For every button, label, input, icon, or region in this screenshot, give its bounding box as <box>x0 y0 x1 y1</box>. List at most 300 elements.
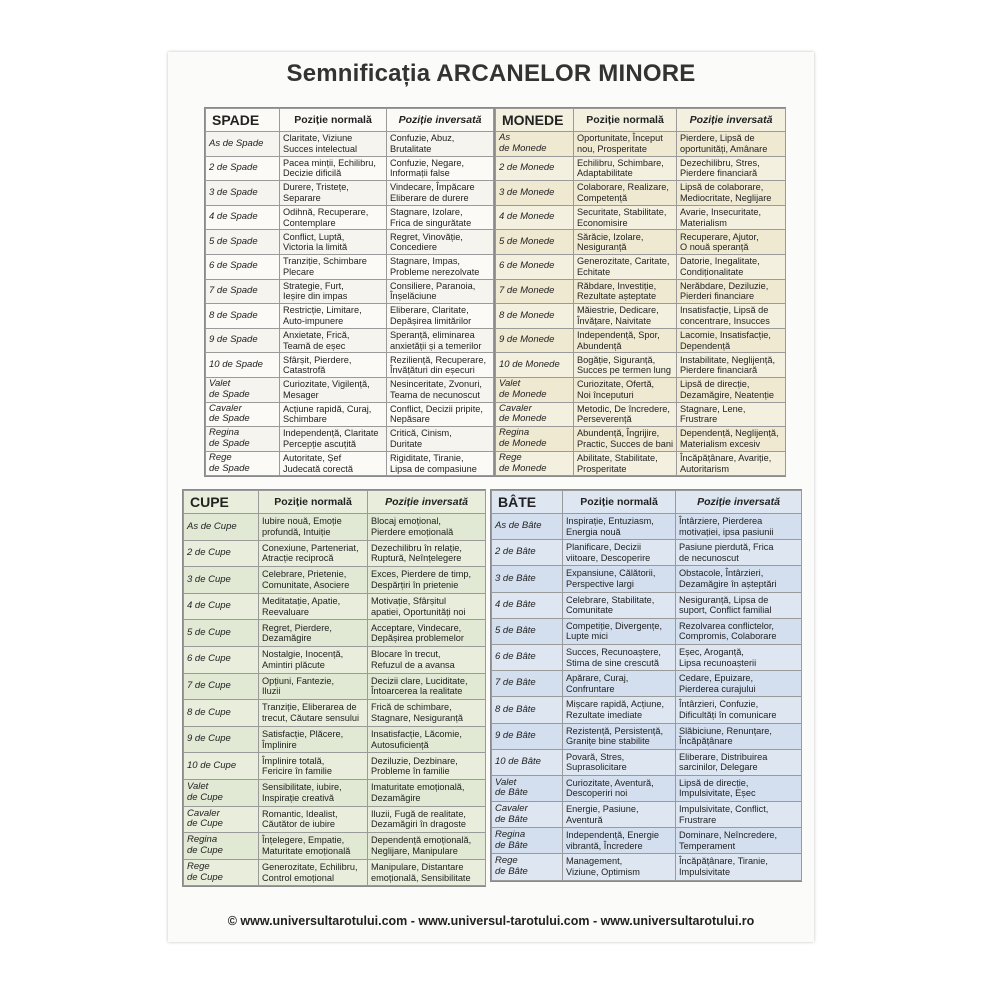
card-name <box>206 254 280 279</box>
cell-line: Expansiune, Călătorii, <box>566 568 656 579</box>
cell-line: Înțelegere, Empatie, <box>262 835 345 846</box>
meaning-normal <box>574 451 677 476</box>
suit-name: BÂTE <box>492 491 563 514</box>
cell-line: Auto-impunere <box>283 315 344 326</box>
suit-name: MONEDE <box>496 109 574 132</box>
cell-line: Confuzie, Abuz, <box>390 133 455 144</box>
cell-line: Restricție, Limitare, <box>283 305 362 316</box>
meaning-reversed <box>677 402 786 427</box>
cell-line: oportunități, Amânare <box>680 143 768 154</box>
cell-line: Opțiuni, Fantezie, <box>262 675 335 686</box>
table-row <box>184 726 486 753</box>
meaning-normal <box>563 540 676 566</box>
meaning-reversed <box>368 567 486 594</box>
meaning-normal <box>259 514 368 541</box>
cell-line: Dezechilibru în relație, <box>371 542 462 553</box>
cell-line: Regret, Pierdere, <box>262 622 332 633</box>
cell-line: Iubire nouă, Emoție <box>262 516 342 527</box>
cell-line: 9 de Monede <box>499 334 555 346</box>
column-header-reversed: Poziție inversată <box>677 109 786 132</box>
meaning-normal <box>259 593 368 620</box>
cell-line: Critică, Cinism, <box>390 428 452 439</box>
cell-line: Conflict, Decizii pripite, <box>390 403 483 414</box>
card-name <box>206 353 280 378</box>
cell-line: Lipsă de colaborare, <box>680 182 764 193</box>
meaning-normal <box>563 802 676 828</box>
meaning-normal <box>574 156 677 181</box>
card-name <box>496 402 574 427</box>
meaning-reversed <box>677 205 786 230</box>
table-row <box>206 132 494 157</box>
cell-line: Energia nouă <box>566 526 621 537</box>
cell-line: Control emoțional <box>262 872 335 883</box>
cell-line: Impulsivitate, Eșec <box>679 788 756 799</box>
table-row <box>496 402 786 427</box>
table-row <box>184 779 486 806</box>
cell-line: Amintiri plăcute <box>262 659 325 670</box>
cell-line: Adaptabilitate <box>577 168 633 179</box>
meaning-reversed <box>368 726 486 753</box>
meaning-reversed <box>677 451 786 476</box>
cell-line: Dificultăți în comunicare <box>679 709 777 720</box>
meaning-normal <box>574 132 677 157</box>
meaning-normal <box>563 618 676 644</box>
cell-line: de Bâte <box>495 787 528 799</box>
cell-line: Pacea minții, Echilibru, <box>283 157 376 168</box>
cell-line: 6 de Monede <box>499 260 555 272</box>
table-row <box>206 156 494 181</box>
card-name <box>492 514 563 540</box>
cell-line: Frica de singurătate <box>390 217 472 228</box>
meaning-normal <box>574 254 677 279</box>
meaning-reversed <box>677 377 786 402</box>
meaning-normal <box>259 859 368 886</box>
meaning-reversed <box>368 673 486 700</box>
meaning-normal <box>259 540 368 567</box>
cell-line: Materialism excesiv <box>680 438 761 449</box>
cell-line: Oportunitate, Început <box>577 133 663 144</box>
cell-line: Apărare, Curaj, <box>566 673 629 684</box>
cell-line: Stima de sine crescută <box>566 657 659 668</box>
meaning-normal <box>259 833 368 860</box>
cell-line: Frustrare <box>679 814 717 825</box>
table-row <box>492 828 802 854</box>
cell-line: Perspective largi <box>566 578 634 589</box>
cell-line: 9 de Bâte <box>495 729 536 741</box>
meaning-reversed <box>387 353 494 378</box>
cell-line: Odihnă, Recuperare, <box>283 206 369 217</box>
cell-line: Descoperiri noi <box>566 788 628 799</box>
meaning-reversed <box>387 181 494 206</box>
table-row <box>496 353 786 378</box>
table-row <box>206 353 494 378</box>
cell-line: Învățare, Naivitate <box>577 315 652 326</box>
cell-line: Lipsa recunoașterii <box>679 657 757 668</box>
cell-line: 3 de Spade <box>209 186 258 198</box>
column-header-reversed: Poziție inversată <box>387 109 494 132</box>
cell-line: Acțiune rapidă, Curaj, <box>283 403 372 414</box>
meaning-reversed <box>676 828 802 854</box>
cell-line: Învățături din eșecuri <box>390 365 475 376</box>
cell-line: 10 de Monede <box>499 358 560 370</box>
card-name <box>206 279 280 304</box>
cell-line: O nouă speranță <box>680 242 749 253</box>
cell-line: Sfârșit, Pierdere, <box>283 354 352 365</box>
cell-line: Vindecare, Împăcare <box>390 182 475 193</box>
card-name <box>184 593 259 620</box>
cell-line: Dezamăgiri în dragoste <box>371 819 466 830</box>
cell-line: Suprasolicitare <box>566 762 627 773</box>
meaning-normal <box>280 156 387 181</box>
cell-line: de Bâte <box>495 813 528 825</box>
cell-line: Informații false <box>390 168 450 179</box>
card-name <box>496 451 574 476</box>
cell-line: Stagnare, Nesiguranță <box>371 712 463 723</box>
cell-line: suport, Conflict familial <box>679 605 772 616</box>
cell-line: 4 de Cupe <box>187 600 231 612</box>
cell-line: sarcinilor, Delegare <box>679 762 758 773</box>
cell-line: Catastrofă <box>283 365 326 376</box>
meaning-normal <box>574 353 677 378</box>
table-row <box>184 567 486 594</box>
tarot-card-sheet <box>168 52 814 942</box>
meaning-normal <box>563 566 676 592</box>
cell-line: Eliberare, Distribuirea <box>679 751 768 762</box>
card-name <box>184 540 259 567</box>
cell-line: Blocaj emoțional, <box>371 516 441 527</box>
cell-line: Succes intelectual <box>283 143 358 154</box>
table-row <box>496 328 786 353</box>
cell-line: Avarie, Insecuritate, <box>680 206 762 217</box>
cell-line: de necunoscut <box>679 552 739 563</box>
cell-line: Confuzie, Negare, <box>390 157 465 168</box>
cell-line: Aventură <box>566 814 603 825</box>
suit-table-spade <box>204 107 494 477</box>
cell-line: Competență <box>577 192 628 203</box>
table-row <box>492 540 802 566</box>
cell-line: Nerăbdare, Deziluzie, <box>680 280 769 291</box>
meaning-reversed <box>677 353 786 378</box>
card-name <box>492 671 563 697</box>
cell-line: Inspirație, Entuziasm, <box>566 516 654 526</box>
cell-line: Succes pe termen lung <box>577 365 671 376</box>
meaning-reversed <box>387 304 494 329</box>
table-row <box>184 806 486 833</box>
cell-line: Durere, Tristețe, <box>283 182 349 193</box>
cell-line: Comunitate, Asociere <box>262 579 350 590</box>
meaning-normal <box>574 279 677 304</box>
cell-line: motivației, ipsa pasiunii <box>679 526 774 537</box>
card-name <box>206 132 280 157</box>
cell-line: Probleme nerezolvate <box>390 266 480 277</box>
cell-line: Strategie, Furt, <box>283 280 344 291</box>
cell-line: Pierdere, Lipsă de <box>680 133 755 144</box>
cell-line: Rigiditate, Tiranie, <box>390 452 464 463</box>
card-name <box>496 328 574 353</box>
table-row <box>496 279 786 304</box>
cell-line: Consiliere, Paranoia, <box>390 280 476 291</box>
cell-line: 4 de Bâte <box>495 598 536 610</box>
table-row <box>492 854 802 880</box>
card-name <box>492 592 563 618</box>
cell-line: Eliberare de durere <box>390 192 469 203</box>
cell-line: 4 de Monede <box>499 211 555 223</box>
cell-line: de Monede <box>499 413 547 425</box>
table-row <box>184 833 486 860</box>
cell-line: de Spade <box>209 413 250 425</box>
table-row <box>496 230 786 255</box>
cell-line: Granițe bine stabilite <box>566 736 650 747</box>
cell-line: de Monede <box>499 437 547 449</box>
cell-line: Management, <box>566 856 623 867</box>
meaning-normal <box>259 700 368 727</box>
meaning-reversed <box>387 427 494 452</box>
cell-line: Decizie dificilă <box>283 168 342 179</box>
cell-line: As de Cupe <box>187 520 237 532</box>
cell-line: Condiționalitate <box>680 266 744 277</box>
column-header-normal: Poziție normală <box>259 491 368 514</box>
card-name <box>496 230 574 255</box>
cell-line: Probleme în familie <box>371 766 450 777</box>
cell-line: Competiție, Divergențe, <box>566 620 663 631</box>
cell-line: Prosperitate <box>577 463 627 474</box>
table-row <box>184 700 486 727</box>
meaning-reversed <box>368 514 486 541</box>
meaning-normal <box>259 726 368 753</box>
card-name <box>206 451 280 476</box>
meaning-normal <box>280 230 387 255</box>
cell-line: Independență, Spor, <box>577 329 660 340</box>
meaning-reversed <box>368 859 486 886</box>
cell-line: Dependență, Neglijență, <box>680 428 779 439</box>
meaning-reversed <box>387 328 494 353</box>
cell-line: Nostalgie, Inocență, <box>262 649 344 660</box>
cell-line: Valet <box>209 378 231 390</box>
meaning-reversed <box>676 618 802 644</box>
cell-line: Frică de schimbare, <box>371 702 452 713</box>
cell-line: Inspirație creativă <box>262 792 335 803</box>
cell-line: Datorie, Inegalitate, <box>680 256 760 267</box>
card-name <box>184 567 259 594</box>
meaning-reversed <box>387 279 494 304</box>
cell-line: Brutalitate <box>390 143 432 154</box>
table-row <box>206 181 494 206</box>
table-row <box>492 697 802 723</box>
table-row <box>492 775 802 801</box>
card-name <box>206 304 280 329</box>
meaning-normal <box>563 514 676 540</box>
card-name <box>206 156 280 181</box>
meaning-normal <box>574 328 677 353</box>
table-row <box>184 514 486 541</box>
meaning-normal <box>563 671 676 697</box>
cell-line: Conexiune, Parteneriat, <box>262 542 359 553</box>
meaning-reversed <box>676 749 802 775</box>
meaning-normal <box>563 828 676 854</box>
meaning-reversed <box>676 540 802 566</box>
card-name <box>496 427 574 452</box>
meaning-reversed <box>676 775 802 801</box>
cell-line: Nepăsare <box>390 414 430 425</box>
card-name <box>184 514 259 541</box>
cell-line: Regina <box>187 834 218 846</box>
cell-line: concentrare, Insucces <box>680 315 770 326</box>
page-title: Semnificația ARCANELOR MINORE <box>286 60 696 87</box>
cell-line: Percepție ascuțită <box>283 438 357 449</box>
meaning-reversed <box>676 854 802 880</box>
meaning-reversed <box>676 723 802 749</box>
cell-line: de Monede <box>499 142 547 154</box>
cell-line: Pierdere financiară <box>680 365 758 376</box>
cell-line: Concediere <box>390 242 437 253</box>
cell-line: Fericire în familie <box>262 766 332 777</box>
card-name <box>184 673 259 700</box>
table-row <box>492 802 802 828</box>
cell-line: Dezechilibru, Stres, <box>680 157 760 168</box>
cell-line: Cavaler <box>187 807 220 819</box>
card-name <box>184 859 259 886</box>
meaning-normal <box>280 304 387 329</box>
cell-line: Valet <box>499 378 521 390</box>
card-name <box>496 254 574 279</box>
meaning-reversed <box>676 514 802 540</box>
table-header-row <box>184 491 486 514</box>
table-row <box>496 181 786 206</box>
meaning-normal <box>280 279 387 304</box>
cell-line: vibrantă, Încredere <box>566 840 643 851</box>
cell-line: 3 de Cupe <box>187 573 231 585</box>
monede-table <box>495 108 786 476</box>
cell-line: Independență, Energie <box>566 830 659 841</box>
cell-line: Pierderi financiare <box>680 291 755 302</box>
cell-line: Răbdare, Investiție, <box>577 280 657 291</box>
cell-line: de Cupe <box>187 791 223 803</box>
card-name <box>496 132 574 157</box>
cell-line: As de Spade <box>209 137 264 149</box>
cell-line: emoțională, Sensibilitate <box>371 872 471 883</box>
cell-line: Tranziție, Schimbare <box>283 256 367 267</box>
meaning-normal <box>259 806 368 833</box>
cell-line: Întârzieri, Confuzie, <box>679 699 759 710</box>
meaning-normal <box>574 230 677 255</box>
cell-line: 8 de Spade <box>209 309 258 321</box>
cell-line: de Bâte <box>495 839 528 851</box>
table-row <box>184 859 486 886</box>
meaning-reversed <box>368 646 486 673</box>
cell-line: de Bâte <box>495 866 528 878</box>
cell-line: Iluzii, Fugă de realitate, <box>371 808 466 819</box>
column-header-normal: Poziție normală <box>563 491 676 514</box>
cell-line: Autosuficiență <box>371 739 429 750</box>
cell-line: nou, Prosperitate <box>577 143 647 154</box>
cell-line: 8 de Monede <box>499 309 555 321</box>
table-row <box>206 205 494 230</box>
cell-line: Căutător de iubire <box>262 819 336 830</box>
cell-line: Dominare, Neîncredere, <box>679 830 778 841</box>
table-row <box>206 254 494 279</box>
cell-line: Atracție reciprocă <box>262 553 334 564</box>
cell-line: 5 de Spade <box>209 235 258 247</box>
card-name <box>492 775 563 801</box>
cell-line: Noi începuturi <box>577 389 634 400</box>
cell-line: Teama de necunoscut <box>390 389 480 400</box>
cell-line: Separare <box>283 192 321 203</box>
cell-line: 5 de Cupe <box>187 626 231 638</box>
meaning-reversed <box>368 593 486 620</box>
cell-line: de Cupe <box>187 844 223 856</box>
card-name <box>184 753 259 780</box>
meaning-normal <box>563 749 676 775</box>
card-name <box>496 279 574 304</box>
cell-line: Confruntare <box>566 683 615 694</box>
cell-line: Tranziție, Eliberarea de <box>262 702 357 713</box>
cell-line: Povară, Stres, <box>566 751 625 762</box>
card-name <box>184 726 259 753</box>
card-name <box>184 806 259 833</box>
cell-line: 7 de Monede <box>499 285 555 297</box>
table-row <box>492 514 802 540</box>
cell-line: de Monede <box>499 462 547 474</box>
bate-table <box>491 490 802 881</box>
cell-line: Cavaler <box>495 803 528 815</box>
cell-line: de Cupe <box>187 871 223 883</box>
table-row <box>184 753 486 780</box>
cell-line: As de Bâte <box>495 520 542 532</box>
cell-line: Duritate <box>390 438 423 449</box>
cell-line: 6 de Cupe <box>187 653 231 665</box>
column-header-normal: Poziție normală <box>280 109 387 132</box>
cell-line: Securitate, Stabilitate, <box>577 206 667 217</box>
cell-line: Bogăție, Siguranță, <box>577 354 656 365</box>
cell-line: Mișcare rapidă, Acțiune, <box>566 699 665 710</box>
cell-line: Recuperare, Ajutor, <box>680 231 759 242</box>
cell-line: Frustrare <box>680 414 718 425</box>
cell-line: Dezamăgire în așteptări <box>679 578 777 589</box>
cell-line: Obstacole, Întârzieri, <box>679 568 764 579</box>
cell-line: Neglijare, Manipulare <box>371 845 458 856</box>
table-row <box>492 618 802 644</box>
cell-line: Rege <box>187 860 210 872</box>
meaning-normal <box>280 205 387 230</box>
meaning-normal <box>563 854 676 880</box>
meaning-reversed <box>368 806 486 833</box>
card-name <box>184 620 259 647</box>
cell-line: 5 de Bâte <box>495 625 536 637</box>
cell-line: Dezamăgire <box>262 633 312 644</box>
meaning-reversed <box>677 279 786 304</box>
card-name <box>496 156 574 181</box>
cell-line: Întârziere, Pierderea <box>679 516 763 526</box>
meaning-reversed <box>368 540 486 567</box>
meaning-reversed <box>368 620 486 647</box>
cell-line: Energie, Pasiune, <box>566 804 639 815</box>
meaning-reversed <box>387 377 494 402</box>
table-row <box>184 646 486 673</box>
table-row <box>492 644 802 670</box>
cell-line: Rege <box>495 855 518 867</box>
meaning-normal <box>574 304 677 329</box>
meaning-reversed <box>677 156 786 181</box>
cell-line: 7 de Cupe <box>187 680 231 692</box>
cell-line: Mediocritate, Neglijare <box>680 192 772 203</box>
meaning-normal <box>563 775 676 801</box>
meaning-reversed <box>677 427 786 452</box>
cell-line: 6 de Spade <box>209 260 258 272</box>
cell-line: Claritate, Viziune <box>283 133 353 144</box>
column-header-reversed: Poziție inversată <box>676 491 802 514</box>
suit-table-monede <box>494 107 786 477</box>
cell-line: Maturitate emoțională <box>262 845 351 856</box>
